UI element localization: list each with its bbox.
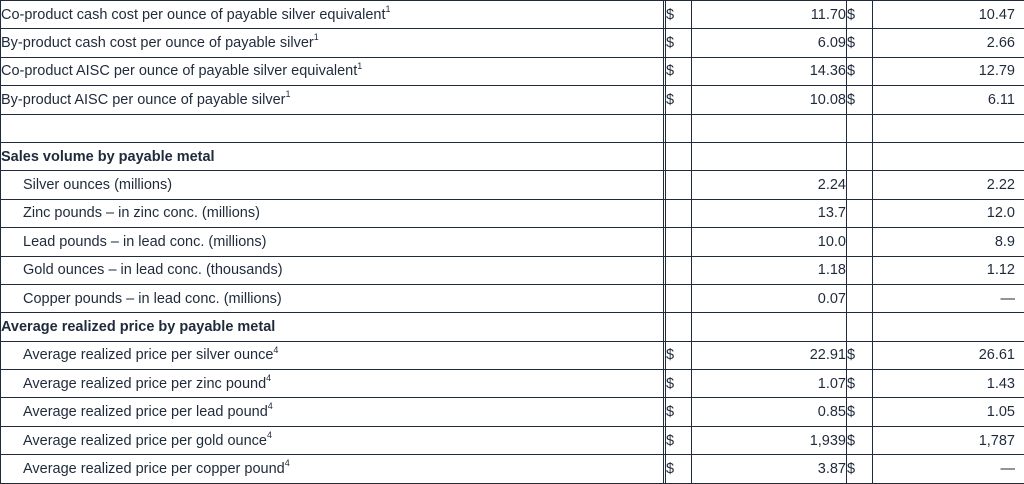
currency-symbol: $ — [847, 341, 873, 369]
value-cell: 12.0 — [873, 199, 1024, 227]
value-cell: — — [873, 284, 1024, 312]
row-label: Lead pounds – in lead conc. (millions) — [1, 228, 664, 256]
currency-symbol: $ — [666, 455, 692, 483]
section-header: Average realized price by payable metal — [1, 313, 664, 341]
table-row — [1, 256, 1024, 284]
row-label: Co-product cash cost per ounce of payable silver equivalent$^1$ — [1, 1, 664, 29]
value-cell: 1.18 — [692, 256, 847, 284]
currency-symbol: $ — [666, 57, 692, 85]
value-cell: — — [873, 455, 1024, 483]
currency-symbol: $ — [847, 1, 873, 29]
value-cell: 2.24 — [692, 171, 847, 199]
row-label: Average realized price per lead pound$^4$ — [1, 398, 664, 426]
table-row — [1, 284, 1024, 312]
currency-symbol: $ — [847, 57, 873, 85]
section-header-row — [1, 313, 1024, 341]
section-header: Sales volume by payable metal — [1, 142, 664, 170]
currency-symbol: $ — [666, 426, 692, 454]
table-row — [1, 199, 1024, 227]
row-label: Average realized price per gold ounce$^4$ — [1, 426, 664, 454]
value-cell: 11.70 — [692, 1, 847, 29]
row-label: By-product AISC per ounce of payable silver$^1$ — [1, 86, 664, 114]
currency-symbol: $ — [666, 1, 692, 29]
table-body — [1, 1, 1024, 484]
value-cell: 22.91 — [692, 341, 847, 369]
value-cell: 1.07 — [692, 370, 847, 398]
currency-symbol: $ — [666, 370, 692, 398]
value-cell: 1.05 — [873, 398, 1024, 426]
spacer-row — [1, 114, 1024, 142]
value-cell: 1,939 — [692, 426, 847, 454]
currency-symbol: $ — [847, 29, 873, 57]
table-row — [1, 29, 1024, 57]
row-label: Co-product AISC per ounce of payable silver equivalent$^1$ — [1, 57, 664, 85]
row-label: Gold ounces – in lead conc. (thousands) — [1, 256, 664, 284]
row-label: Silver ounces (millions) — [1, 171, 664, 199]
value-cell: 2.22 — [873, 171, 1024, 199]
table-row — [1, 370, 1024, 398]
section-header-row — [1, 142, 1024, 170]
row-label: Average realized price per silver ounce$^4$ — [1, 341, 664, 369]
currency-symbol: $ — [666, 86, 692, 114]
currency-symbol: $ — [666, 29, 692, 57]
value-cell: 0.85 — [692, 398, 847, 426]
value-cell: 3.87 — [692, 455, 847, 483]
value-cell: 2.66 — [873, 29, 1024, 57]
value-cell: 0.07 — [692, 284, 847, 312]
table-row — [1, 57, 1024, 85]
table-row — [1, 341, 1024, 369]
value-cell: 10.08 — [692, 86, 847, 114]
table-row — [1, 398, 1024, 426]
row-label: Zinc pounds – in zinc conc. (millions) — [1, 199, 664, 227]
value-cell: 10.0 — [692, 228, 847, 256]
currency-symbol: $ — [847, 398, 873, 426]
table-row — [1, 228, 1024, 256]
row-label: By-product cash cost per ounce of payable silver$^1$ — [1, 29, 664, 57]
row-label: Copper pounds – in lead conc. (millions) — [1, 284, 664, 312]
value-cell: 1.43 — [873, 370, 1024, 398]
value-cell: 1.12 — [873, 256, 1024, 284]
table-row — [1, 171, 1024, 199]
row-label: Average realized price per zinc pound$^4$ — [1, 370, 664, 398]
row-label: Average realized price per copper pound$^4$ — [1, 455, 664, 483]
currency-symbol: $ — [847, 370, 873, 398]
currency-symbol: $ — [847, 426, 873, 454]
currency-symbol: $ — [847, 455, 873, 483]
table-row — [1, 86, 1024, 114]
value-cell: 6.11 — [873, 86, 1024, 114]
currency-symbol: $ — [847, 86, 873, 114]
value-cell: 10.47 — [873, 1, 1024, 29]
value-cell: 8.9 — [873, 228, 1024, 256]
currency-symbol: $ — [666, 398, 692, 426]
value-cell: 14.36 — [692, 57, 847, 85]
table-row — [1, 455, 1024, 483]
table-row — [1, 1, 1024, 29]
value-cell: 26.61 — [873, 341, 1024, 369]
currency-symbol: $ — [666, 341, 692, 369]
value-cell: 12.79 — [873, 57, 1024, 85]
value-cell: 6.09 — [692, 29, 847, 57]
value-cell: 13.7 — [692, 199, 847, 227]
table-row — [1, 426, 1024, 454]
value-cell: 1,787 — [873, 426, 1024, 454]
